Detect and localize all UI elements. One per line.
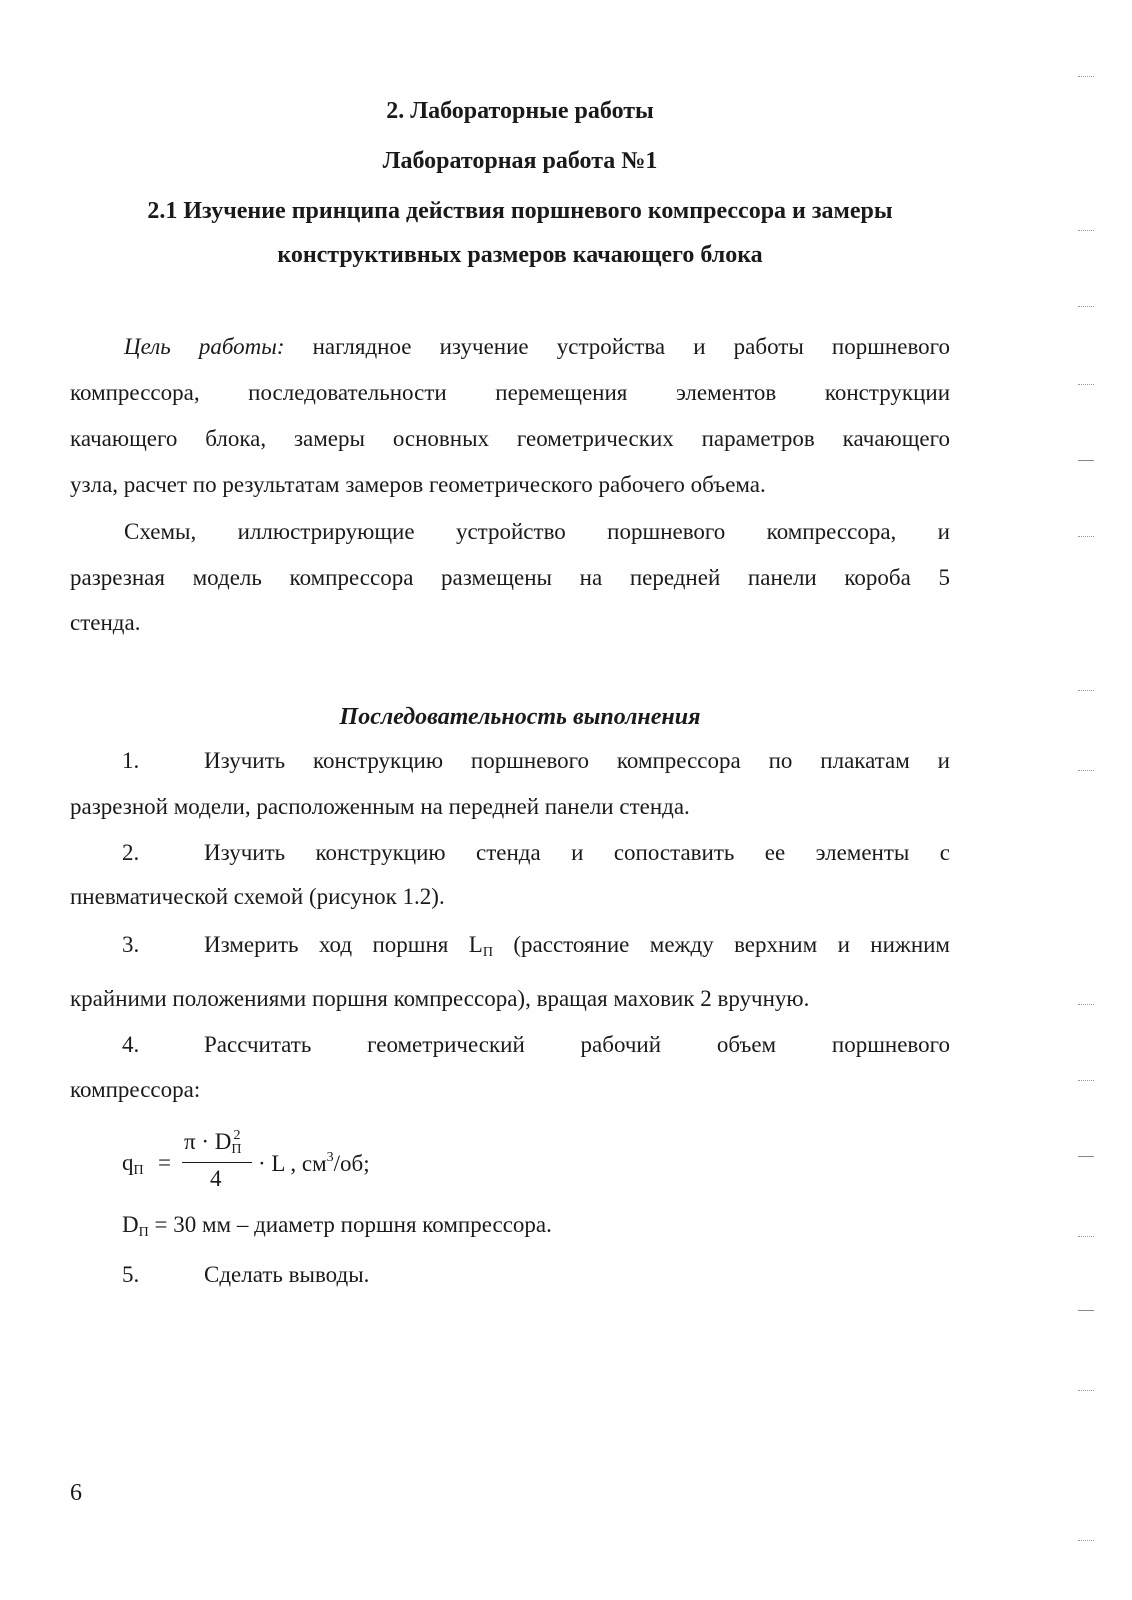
step-5-number: 5. [122, 1262, 140, 1287]
diameter-definition: $D_П = 30$ мм – диаметр поршня компрессора. [122, 1212, 552, 1240]
step-3-text-a: Измерить ход поршня L [204, 932, 483, 957]
step-4-line-2: компрессора: [70, 1077, 201, 1102]
scan-edge-mark [1078, 1540, 1094, 1541]
scan-edge-mark [1078, 460, 1094, 461]
step-1-line-1: Изучить конструкцию поршневого компрессора по плакатам и [204, 748, 950, 773]
lab-title: Лабораторная работа №1 [382, 148, 658, 174]
goal-line-3: качающего блока, замеры основных геометрических параметров качающего [70, 426, 950, 451]
section-title: 2. Лабораторные работы [386, 98, 654, 124]
step-5-line-1: Сделать выводы. [204, 1262, 370, 1287]
goal-line-2: компрессора, последовательности перемещения элементов конструкции [70, 380, 950, 405]
scan-edge-mark [1078, 1236, 1094, 1237]
page-number: 6 [70, 1480, 82, 1506]
step-3-text-b: (расстояние между верхним и нижним [492, 932, 950, 957]
step-1-line-2: разрезной модели, расположенным на передней панели стенда. [70, 794, 690, 819]
step-4-line-1: Рассчитать геометрический рабочий объем поршневого [204, 1032, 950, 1057]
topic-title-line-2: конструктивных размеров качающего блока [277, 242, 763, 268]
scan-edge-mark [1078, 1004, 1094, 1005]
step-2-line-1: Изучить конструкцию стенда и сопоставить ее элементы с [204, 840, 950, 865]
formula-numerator: $\pi \cdot D_П^2$ [184, 1128, 242, 1157]
scan-edge-mark [1078, 690, 1094, 691]
step-3-line-2: крайними положениями поршня компрессора), вращая маховик 2 вручную. [70, 986, 810, 1011]
goal-line-1-text: наглядное изучение устройства и работы поршневого [312, 334, 951, 359]
procedure-heading: Последовательность выполнения [339, 704, 701, 730]
step-2-line-2: пневматической схемой (рисунок 1.2). [70, 884, 445, 909]
goal-line-1 [124, 332, 950, 362]
scan-edge-mark [1078, 1390, 1094, 1391]
step-1-number: 1. [122, 748, 140, 773]
formula-rhs: · L , $см^3/об$; [258, 1150, 370, 1176]
scan-edge-mark [1078, 770, 1094, 771]
piston-stroke-subscript: П [482, 945, 493, 960]
scan-edge-mark [1078, 1080, 1094, 1081]
formula-denominator: 4 [210, 1166, 222, 1191]
scan-edge-mark [1078, 1310, 1094, 1311]
scan-edge-mark [1078, 384, 1094, 385]
step-3-line-1 [204, 930, 950, 968]
topic-title-line-1: 2.1 Изучение принципа действия поршневого компрессора и замеры [147, 198, 893, 224]
scan-edge-mark [1078, 76, 1094, 77]
schemes-line-2: разрезная модель компрессора размещены на передней панели короба 5 [70, 565, 950, 590]
step-4-number: 4. [122, 1032, 140, 1057]
scan-edge-mark [1078, 1156, 1094, 1157]
step-3-number: 3. [122, 932, 140, 957]
fraction-bar [182, 1162, 252, 1163]
scan-edge-mark [1078, 306, 1094, 307]
step-2-number: 2. [122, 840, 140, 865]
scan-edge-mark [1078, 536, 1094, 537]
goal-label: Цель работы: [124, 334, 285, 359]
schemes-line-3: стенда. [70, 610, 141, 635]
formula-lhs: $q_П$ [122, 1150, 144, 1178]
schemes-line-1: Схемы, иллюстрирующие устройство поршневого компрессора, и [124, 519, 950, 544]
formula-equals: = [158, 1150, 171, 1175]
scan-edge-mark [1078, 230, 1094, 231]
goal-line-4: узла, расчет по результатам замеров геометрического рабочего объема. [70, 472, 766, 497]
